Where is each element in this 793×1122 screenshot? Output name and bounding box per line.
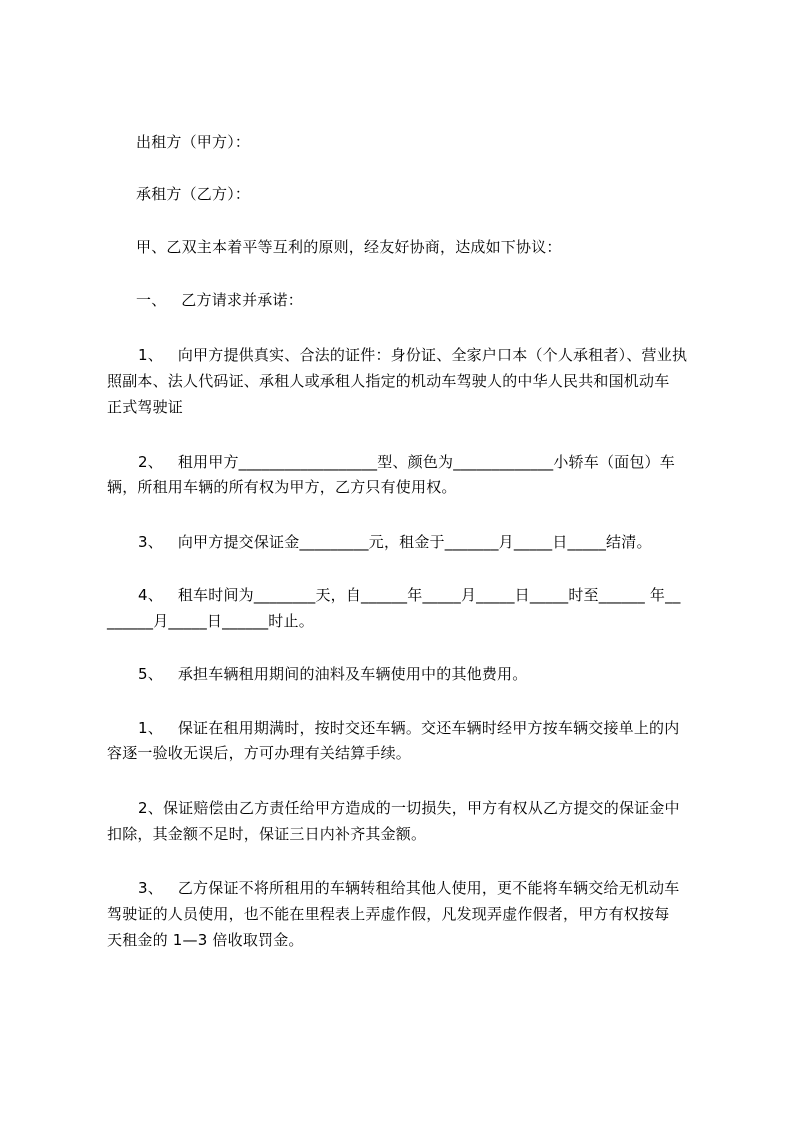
- item4-line2: ______月_____日______时止。: [107, 612, 314, 630]
- item1-line3: 正式驾驶证: [107, 398, 184, 416]
- preamble-line: 甲、乙双主本着平等互利的原则，经友好协商，达成如下协议：: [136, 238, 562, 256]
- item1-line1: 1、 向甲方提供真实、合法的证件：身份证、全家户口本（个人承租者）、营业执: [138, 346, 688, 364]
- guarantee2-line2: 扣除，其金额不足时，保证三日内补齐其金额。: [107, 825, 427, 843]
- lessor-line: 出租方（甲方）：: [136, 133, 251, 151]
- guarantee1-line1: 1、 保证在租用期满时，按时交还车辆。交还车辆时经甲方按车辆交接单上的内: [138, 719, 680, 737]
- guarantee3-line3: 天租金的 1—3 倍收取罚金。: [107, 931, 304, 949]
- guarantee3-line2: 驾驶证的人员使用，也不能在里程表上弄虚作假，凡发现弄虚作假者，甲方有权按每: [107, 905, 670, 923]
- item5-line1: 5、 承担车辆租用期间的油料及车辆使用中的其他费用。: [138, 665, 528, 683]
- guarantee1-line2: 容逐一验收无误后，方可办理有关结算手续。: [107, 744, 412, 762]
- item2-line2: 辆，所租用车辆的所有权为甲方，乙方只有使用权。: [107, 478, 457, 496]
- guarantee3-line1: 3、 乙方保证不将所租用的车辆转租给其他人使用，更不能将车辆交给无机动车: [138, 879, 680, 897]
- item4-line1: 4、 租车时间为________天，自______年_____月_____日_____时至______ 年__: [138, 586, 681, 604]
- guarantee2-line1: 2、保证赔偿由乙方责任给甲方造成的一切损失，甲方有权从乙方提交的保证金中: [138, 799, 680, 817]
- item3-line1: 3、 向甲方提交保证金_________元，租金于_______月_____日_____结清。: [138, 533, 652, 551]
- item1-line2: 照副本、法人代码证、承租人或承租人指定的机动车驾驶人的中华人民共和国机动车: [107, 372, 670, 390]
- lessee-line: 承租方（乙方）：: [136, 185, 251, 203]
- item2-line1: 2、 租用甲方__________________型、颜色为_____________小轿车（面包）车: [138, 453, 675, 471]
- section-one-heading: 一、 乙方请求并承诺：: [136, 291, 303, 309]
